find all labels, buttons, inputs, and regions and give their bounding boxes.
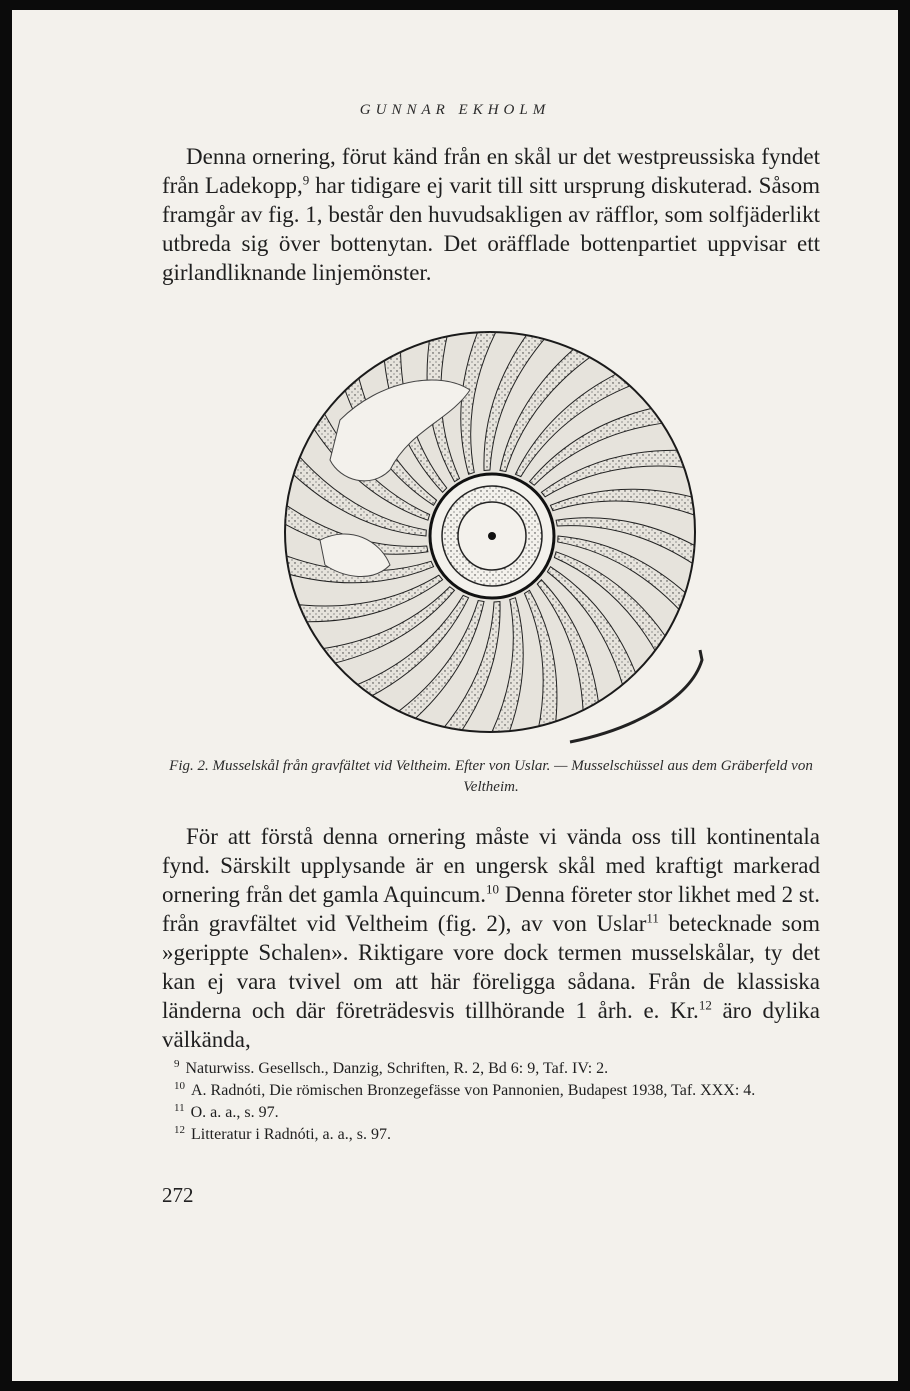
footnote-11: $^{11}$ O. a. a., s. 97.: [174, 1101, 279, 1121]
paragraph-1-text-a: Denna ornering, förut känd från en skål ur det westpreussiska fyndet från Ladekopp,: [162, 144, 820, 198]
paragraph-2-text-c: betecknade som »gerippte Schalen». Riktigare vore dock termen musselskålar, ty det kan ej vara tvivel om att här föreligga sådana. Från de klassiska länderna och där företrädesvis tillhörande 1 årh. e. Kr.: [162, 911, 820, 1023]
paragraph-1: [162, 142, 820, 287]
footnote-12: $^{12}$ Litteratur i Radnóti, a. a., s. 97.: [174, 1123, 391, 1143]
bowl-drawing-svg: [270, 310, 710, 760]
footnote-ref-12: 12: [698, 997, 712, 1013]
figure-caption: Fig. 2. Musselskål från gravfältet vid Veltheim. Efter von Uslar. — Musselschüssel aus dem Gräberfeld von Veltheim.: [169, 758, 813, 795]
foot-center-dot: [488, 532, 496, 540]
footnote-ref-11: 11: [646, 910, 659, 926]
footnote-ref-9: 9: [302, 172, 310, 188]
running-head: GUNNAR EKHOLM: [359, 102, 551, 118]
paragraph-2-text-a: För att förstå denna ornering måste vi vända oss till kontinentala fynd. Särskilt upplysande är en ungersk skål med kraftigt markerad ornering från det gamla Aquincum.: [162, 824, 820, 907]
paragraph-2-text-b: Denna företer stor likhet med 2 st. från gravfältet vid Veltheim (fig. 2), av von Uslar: [162, 882, 820, 936]
paragraph-2: [162, 822, 820, 1054]
footnote-ref-10: 10: [486, 881, 500, 897]
footnotes: [174, 1058, 814, 1146]
book-page: [12, 10, 898, 1381]
mussel-bowl-illustration: [270, 310, 710, 760]
page-number: 272: [162, 1183, 194, 1207]
paragraph-2-text-d: äro dylika välkända,: [162, 998, 820, 1052]
paragraph-1-text-b: har tidigare ej varit till sitt ursprung diskuterad. Såsom framgår av fig. 1, består den huvudsakligen av räfflor, som solfjäderlikt utbreda sig över bottenytan. Det oräfflade bottenpartiet uppvisar ett girlandliknande linjemönster.: [162, 173, 820, 285]
footnote-9: $^9$ Naturwiss. Gesellsch., Danzig, Schriften, R. 2, Bd 6: 9, Taf. IV: 2.: [174, 1057, 609, 1077]
footnote-10: $^{10}$ A. Radnóti, Die römischen Bronzegefässe von Pannonien, Budapest 1938, Taf. XXX: 4.: [174, 1079, 756, 1099]
